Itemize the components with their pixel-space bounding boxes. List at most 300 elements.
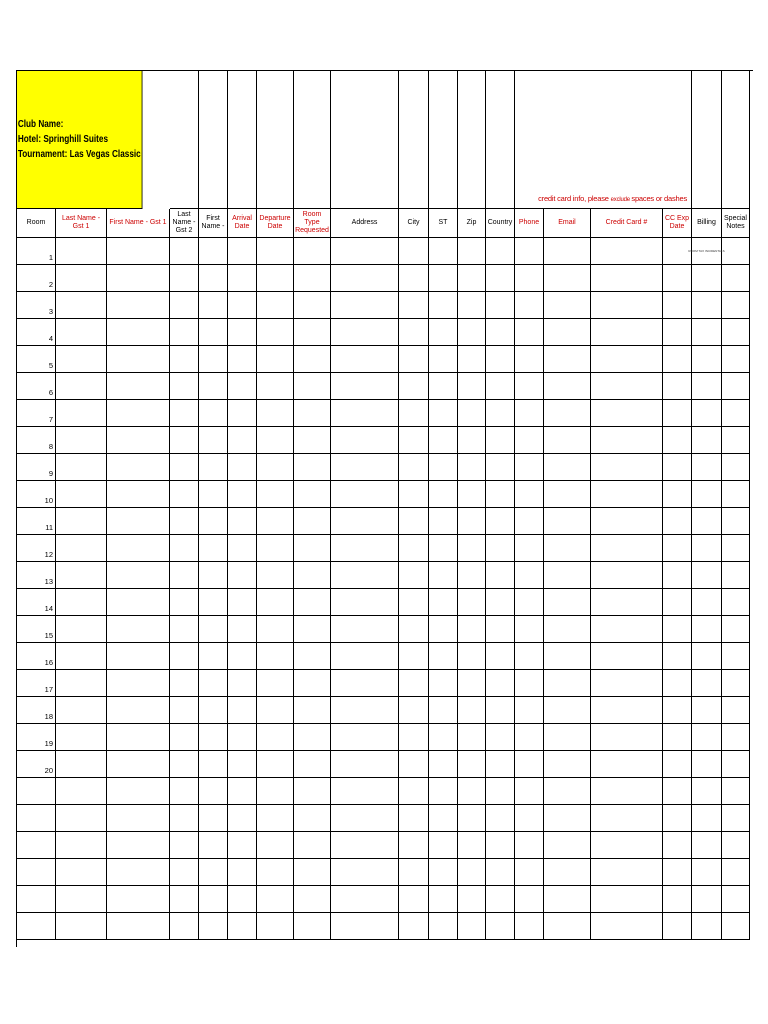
entry-cell[interactable] — [257, 427, 294, 454]
entry-cell[interactable] — [331, 508, 399, 535]
entry-cell[interactable] — [331, 616, 399, 643]
entry-cell[interactable] — [544, 292, 591, 319]
entry-cell[interactable] — [458, 292, 486, 319]
entry-cell[interactable] — [722, 643, 750, 670]
entry-cell[interactable] — [458, 427, 486, 454]
entry-cell[interactable] — [515, 778, 544, 805]
entry-cell[interactable] — [294, 670, 331, 697]
entry-cell[interactable] — [399, 265, 429, 292]
entry-cell[interactable] — [429, 670, 458, 697]
entry-cell[interactable] — [294, 265, 331, 292]
entry-cell[interactable] — [458, 751, 486, 778]
entry-cell[interactable] — [199, 373, 228, 400]
entry-cell[interactable] — [199, 832, 228, 859]
entry-cell[interactable] — [544, 886, 591, 913]
entry-cell[interactable] — [294, 751, 331, 778]
entry-cell[interactable] — [722, 670, 750, 697]
entry-cell[interactable] — [663, 454, 692, 481]
entry-cell[interactable] — [331, 724, 399, 751]
entry-cell[interactable] — [228, 589, 257, 616]
entry-cell[interactable] — [56, 238, 107, 265]
entry-cell[interactable] — [399, 751, 429, 778]
entry-cell[interactable] — [257, 265, 294, 292]
entry-cell[interactable] — [294, 346, 331, 373]
entry-cell[interactable] — [399, 643, 429, 670]
entry-cell[interactable] — [486, 805, 515, 832]
entry-cell[interactable] — [56, 886, 107, 913]
entry-cell[interactable] — [722, 805, 750, 832]
entry-cell[interactable] — [257, 535, 294, 562]
entry-cell[interactable] — [429, 508, 458, 535]
entry-cell[interactable] — [692, 454, 722, 481]
entry-cell[interactable] — [515, 886, 544, 913]
entry-cell[interactable] — [399, 913, 429, 940]
entry-cell[interactable] — [257, 400, 294, 427]
entry-cell[interactable] — [722, 562, 750, 589]
entry-cell[interactable] — [692, 670, 722, 697]
entry-cell[interactable] — [486, 265, 515, 292]
entry-cell[interactable] — [170, 373, 199, 400]
entry-cell[interactable] — [107, 427, 170, 454]
entry-cell[interactable] — [170, 292, 199, 319]
entry-cell[interactable] — [294, 859, 331, 886]
entry-cell[interactable] — [722, 319, 750, 346]
entry-cell[interactable] — [692, 724, 722, 751]
entry-cell[interactable] — [56, 535, 107, 562]
entry-cell[interactable] — [429, 454, 458, 481]
entry-cell[interactable] — [56, 319, 107, 346]
entry-cell[interactable] — [515, 859, 544, 886]
entry-cell[interactable] — [228, 832, 257, 859]
entry-cell[interactable] — [228, 616, 257, 643]
entry-cell[interactable] — [544, 805, 591, 832]
entry-cell[interactable] — [429, 643, 458, 670]
entry-cell[interactable] — [663, 535, 692, 562]
entry-cell[interactable] — [399, 724, 429, 751]
entry-cell[interactable] — [663, 589, 692, 616]
entry-cell[interactable] — [228, 454, 257, 481]
entry-cell[interactable] — [591, 454, 663, 481]
entry-cell[interactable] — [722, 859, 750, 886]
entry-cell[interactable] — [331, 238, 399, 265]
entry-cell[interactable] — [663, 265, 692, 292]
entry-cell[interactable] — [458, 697, 486, 724]
entry-cell[interactable] — [663, 886, 692, 913]
entry-cell[interactable] — [486, 832, 515, 859]
entry-cell[interactable] — [228, 643, 257, 670]
entry-cell[interactable] — [591, 643, 663, 670]
entry-cell[interactable] — [199, 454, 228, 481]
entry-cell[interactable] — [544, 319, 591, 346]
entry-cell[interactable] — [56, 778, 107, 805]
entry-cell[interactable] — [722, 832, 750, 859]
entry-cell[interactable] — [170, 535, 199, 562]
entry-cell[interactable] — [663, 346, 692, 373]
entry-cell[interactable] — [692, 886, 722, 913]
entry-cell[interactable] — [170, 400, 199, 427]
entry-cell[interactable] — [692, 697, 722, 724]
entry-cell[interactable] — [692, 346, 722, 373]
entry-cell[interactable] — [228, 265, 257, 292]
entry-cell[interactable] — [544, 670, 591, 697]
entry-cell[interactable] — [399, 886, 429, 913]
entry-cell[interactable] — [257, 319, 294, 346]
entry-cell[interactable] — [486, 346, 515, 373]
entry-cell[interactable] — [722, 535, 750, 562]
entry-cell[interactable] — [170, 265, 199, 292]
entry-cell[interactable] — [170, 427, 199, 454]
entry-cell[interactable] — [107, 589, 170, 616]
entry-cell[interactable] — [486, 589, 515, 616]
entry-cell[interactable] — [199, 535, 228, 562]
entry-cell[interactable] — [170, 643, 199, 670]
entry-cell[interactable] — [429, 481, 458, 508]
entry-cell[interactable] — [294, 643, 331, 670]
entry-cell[interactable] — [257, 832, 294, 859]
entry-cell[interactable] — [515, 454, 544, 481]
entry-cell[interactable] — [515, 697, 544, 724]
entry-cell[interactable] — [199, 805, 228, 832]
entry-cell[interactable] — [228, 859, 257, 886]
entry-cell[interactable] — [544, 238, 591, 265]
entry-cell[interactable] — [107, 508, 170, 535]
entry-cell[interactable] — [663, 319, 692, 346]
entry-cell[interactable] — [56, 751, 107, 778]
entry-cell[interactable] — [294, 616, 331, 643]
entry-cell[interactable] — [663, 292, 692, 319]
entry-cell[interactable] — [294, 373, 331, 400]
entry-cell[interactable] — [458, 346, 486, 373]
entry-cell[interactable] — [458, 913, 486, 940]
entry-cell[interactable] — [228, 346, 257, 373]
entry-cell[interactable] — [486, 751, 515, 778]
entry-cell[interactable] — [486, 724, 515, 751]
entry-cell[interactable] — [399, 616, 429, 643]
entry-cell[interactable] — [228, 508, 257, 535]
entry-cell[interactable] — [486, 427, 515, 454]
entry-cell[interactable] — [722, 400, 750, 427]
entry-cell[interactable] — [429, 832, 458, 859]
entry-cell[interactable] — [692, 913, 722, 940]
entry-cell[interactable] — [458, 859, 486, 886]
entry-cell[interactable] — [257, 616, 294, 643]
entry-cell[interactable] — [107, 886, 170, 913]
entry-cell[interactable] — [591, 589, 663, 616]
entry-cell[interactable] — [107, 832, 170, 859]
entry-cell[interactable] — [199, 751, 228, 778]
entry-cell[interactable] — [692, 427, 722, 454]
entry-cell[interactable] — [107, 724, 170, 751]
entry-cell[interactable] — [331, 805, 399, 832]
entry-cell[interactable] — [228, 670, 257, 697]
entry-cell[interactable] — [458, 481, 486, 508]
entry-cell[interactable] — [331, 589, 399, 616]
entry-cell[interactable] — [170, 562, 199, 589]
entry-cell[interactable] — [228, 724, 257, 751]
entry-cell[interactable] — [199, 481, 228, 508]
entry-cell[interactable] — [663, 670, 692, 697]
entry-cell[interactable] — [515, 238, 544, 265]
entry-cell[interactable] — [170, 697, 199, 724]
entry-cell[interactable] — [399, 373, 429, 400]
entry-cell[interactable] — [722, 292, 750, 319]
entry-cell[interactable] — [294, 238, 331, 265]
entry-cell[interactable] — [663, 778, 692, 805]
entry-cell[interactable] — [429, 589, 458, 616]
entry-cell[interactable] — [486, 238, 515, 265]
entry-cell[interactable] — [199, 238, 228, 265]
entry-cell[interactable] — [486, 670, 515, 697]
entry-cell[interactable] — [331, 778, 399, 805]
entry-cell[interactable] — [331, 913, 399, 940]
entry-cell[interactable] — [429, 346, 458, 373]
entry-cell[interactable] — [199, 616, 228, 643]
entry-cell[interactable] — [170, 778, 199, 805]
entry-cell[interactable] — [107, 373, 170, 400]
entry-cell[interactable] — [515, 589, 544, 616]
entry-cell[interactable] — [170, 805, 199, 832]
entry-cell[interactable] — [544, 535, 591, 562]
entry-cell[interactable] — [591, 535, 663, 562]
entry-cell[interactable] — [663, 751, 692, 778]
entry-cell[interactable] — [257, 589, 294, 616]
entry-cell[interactable] — [56, 670, 107, 697]
entry-cell[interactable] — [458, 508, 486, 535]
entry-cell[interactable] — [458, 265, 486, 292]
entry-cell[interactable] — [399, 832, 429, 859]
entry-cell[interactable] — [722, 265, 750, 292]
entry-cell[interactable] — [399, 454, 429, 481]
entry-cell[interactable] — [722, 373, 750, 400]
entry-cell[interactable] — [199, 913, 228, 940]
entry-cell[interactable] — [486, 859, 515, 886]
entry-cell[interactable] — [228, 400, 257, 427]
entry-cell[interactable] — [228, 886, 257, 913]
entry-cell[interactable] — [591, 724, 663, 751]
entry-cell[interactable] — [692, 319, 722, 346]
entry-cell[interactable] — [257, 859, 294, 886]
entry-cell[interactable] — [399, 670, 429, 697]
entry-cell[interactable] — [199, 697, 228, 724]
entry-cell[interactable] — [663, 400, 692, 427]
entry-cell[interactable] — [591, 373, 663, 400]
entry-cell[interactable] — [663, 562, 692, 589]
entry-cell[interactable] — [107, 238, 170, 265]
entry-cell[interactable] — [257, 886, 294, 913]
entry-cell[interactable] — [170, 670, 199, 697]
entry-cell[interactable] — [294, 292, 331, 319]
entry-cell[interactable] — [294, 697, 331, 724]
entry-cell[interactable] — [56, 697, 107, 724]
entry-cell[interactable] — [515, 400, 544, 427]
entry-cell[interactable] — [399, 589, 429, 616]
entry-cell[interactable] — [56, 562, 107, 589]
entry-cell[interactable] — [399, 805, 429, 832]
entry-cell[interactable] — [544, 265, 591, 292]
entry-cell[interactable] — [170, 319, 199, 346]
entry-cell[interactable] — [429, 265, 458, 292]
entry-cell[interactable] — [331, 265, 399, 292]
entry-cell[interactable] — [294, 400, 331, 427]
entry-cell[interactable] — [199, 643, 228, 670]
entry-cell[interactable] — [429, 913, 458, 940]
entry-cell[interactable] — [199, 724, 228, 751]
entry-cell[interactable] — [663, 373, 692, 400]
entry-cell[interactable] — [591, 562, 663, 589]
entry-cell[interactable] — [544, 913, 591, 940]
entry-cell[interactable] — [228, 427, 257, 454]
entry-cell[interactable] — [692, 265, 722, 292]
entry-cell[interactable] — [294, 319, 331, 346]
entry-cell[interactable] — [257, 373, 294, 400]
entry-cell[interactable] — [257, 697, 294, 724]
entry-cell[interactable] — [170, 454, 199, 481]
entry-cell[interactable] — [429, 805, 458, 832]
entry-cell[interactable] — [515, 292, 544, 319]
entry-cell[interactable] — [399, 427, 429, 454]
entry-cell[interactable] — [429, 724, 458, 751]
entry-cell[interactable] — [399, 400, 429, 427]
entry-cell[interactable] — [486, 508, 515, 535]
entry-cell[interactable] — [591, 238, 663, 265]
entry-cell[interactable] — [257, 805, 294, 832]
entry-cell[interactable] — [56, 913, 107, 940]
entry-cell[interactable] — [429, 238, 458, 265]
entry-cell[interactable] — [515, 508, 544, 535]
entry-cell[interactable] — [591, 670, 663, 697]
entry-cell[interactable] — [458, 886, 486, 913]
entry-cell[interactable] — [257, 481, 294, 508]
entry-cell[interactable] — [228, 805, 257, 832]
entry-cell[interactable] — [107, 913, 170, 940]
entry-cell[interactable] — [486, 535, 515, 562]
entry-cell[interactable] — [515, 265, 544, 292]
entry-cell[interactable] — [56, 427, 107, 454]
entry-cell[interactable] — [544, 373, 591, 400]
entry-cell[interactable] — [515, 481, 544, 508]
entry-cell[interactable] — [692, 805, 722, 832]
entry-cell[interactable] — [591, 616, 663, 643]
entry-cell[interactable] — [722, 616, 750, 643]
entry-cell[interactable] — [515, 670, 544, 697]
entry-cell[interactable] — [722, 778, 750, 805]
entry-cell[interactable] — [228, 238, 257, 265]
entry-cell[interactable] — [663, 697, 692, 724]
entry-cell[interactable] — [544, 508, 591, 535]
entry-cell[interactable] — [429, 616, 458, 643]
entry-cell[interactable] — [663, 913, 692, 940]
entry-cell[interactable] — [544, 832, 591, 859]
entry-cell[interactable] — [199, 400, 228, 427]
entry-cell[interactable] — [591, 346, 663, 373]
entry-cell[interactable] — [515, 616, 544, 643]
entry-cell[interactable] — [56, 805, 107, 832]
entry-cell[interactable] — [257, 913, 294, 940]
entry-cell[interactable] — [199, 265, 228, 292]
entry-cell[interactable] — [294, 724, 331, 751]
entry-cell[interactable] — [591, 751, 663, 778]
entry-cell[interactable] — [486, 643, 515, 670]
entry-cell[interactable] — [458, 400, 486, 427]
entry-cell[interactable] — [199, 778, 228, 805]
entry-cell[interactable] — [486, 454, 515, 481]
entry-cell[interactable] — [515, 724, 544, 751]
entry-cell[interactable] — [692, 832, 722, 859]
entry-cell[interactable] — [591, 859, 663, 886]
billing-note-cell[interactable] — [688, 238, 725, 265]
entry-cell[interactable] — [515, 751, 544, 778]
entry-cell[interactable] — [399, 292, 429, 319]
entry-cell[interactable] — [458, 238, 486, 265]
entry-cell[interactable] — [331, 643, 399, 670]
entry-cell[interactable] — [399, 319, 429, 346]
entry-cell[interactable] — [722, 751, 750, 778]
entry-cell[interactable] — [692, 616, 722, 643]
entry-cell[interactable] — [692, 535, 722, 562]
entry-cell[interactable] — [170, 508, 199, 535]
entry-cell[interactable] — [486, 481, 515, 508]
entry-cell[interactable] — [486, 373, 515, 400]
entry-cell[interactable] — [107, 265, 170, 292]
entry-cell[interactable] — [399, 562, 429, 589]
entry-cell[interactable] — [591, 508, 663, 535]
entry-cell[interactable] — [692, 400, 722, 427]
entry-cell[interactable] — [486, 913, 515, 940]
entry-cell[interactable] — [458, 454, 486, 481]
entry-cell[interactable] — [515, 805, 544, 832]
entry-cell[interactable] — [107, 400, 170, 427]
entry-cell[interactable] — [107, 292, 170, 319]
entry-cell[interactable] — [591, 832, 663, 859]
entry-cell[interactable] — [399, 778, 429, 805]
entry-cell[interactable] — [56, 724, 107, 751]
entry-cell[interactable] — [199, 886, 228, 913]
entry-cell[interactable] — [257, 724, 294, 751]
entry-cell[interactable] — [331, 292, 399, 319]
entry-cell[interactable] — [56, 832, 107, 859]
entry-cell[interactable] — [544, 346, 591, 373]
entry-cell[interactable] — [591, 697, 663, 724]
entry-cell[interactable] — [692, 508, 722, 535]
entry-cell[interactable] — [591, 427, 663, 454]
entry-cell[interactable] — [107, 805, 170, 832]
entry-cell[interactable] — [294, 805, 331, 832]
entry-cell[interactable] — [663, 616, 692, 643]
entry-cell[interactable] — [294, 832, 331, 859]
entry-cell[interactable] — [257, 292, 294, 319]
entry-cell[interactable] — [170, 832, 199, 859]
entry-cell[interactable] — [544, 724, 591, 751]
entry-cell[interactable] — [458, 319, 486, 346]
entry-cell[interactable] — [170, 724, 199, 751]
entry-cell[interactable] — [294, 589, 331, 616]
entry-cell[interactable] — [257, 751, 294, 778]
entry-cell[interactable] — [429, 292, 458, 319]
entry-cell[interactable] — [331, 346, 399, 373]
entry-cell[interactable] — [544, 400, 591, 427]
entry-cell[interactable] — [56, 859, 107, 886]
entry-cell[interactable] — [692, 562, 722, 589]
entry-cell[interactable] — [486, 697, 515, 724]
entry-cell[interactable] — [486, 319, 515, 346]
entry-cell[interactable] — [458, 670, 486, 697]
entry-cell[interactable] — [663, 832, 692, 859]
entry-cell[interactable] — [544, 697, 591, 724]
entry-cell[interactable] — [56, 265, 107, 292]
entry-cell[interactable] — [294, 481, 331, 508]
entry-cell[interactable] — [331, 859, 399, 886]
entry-cell[interactable] — [722, 589, 750, 616]
